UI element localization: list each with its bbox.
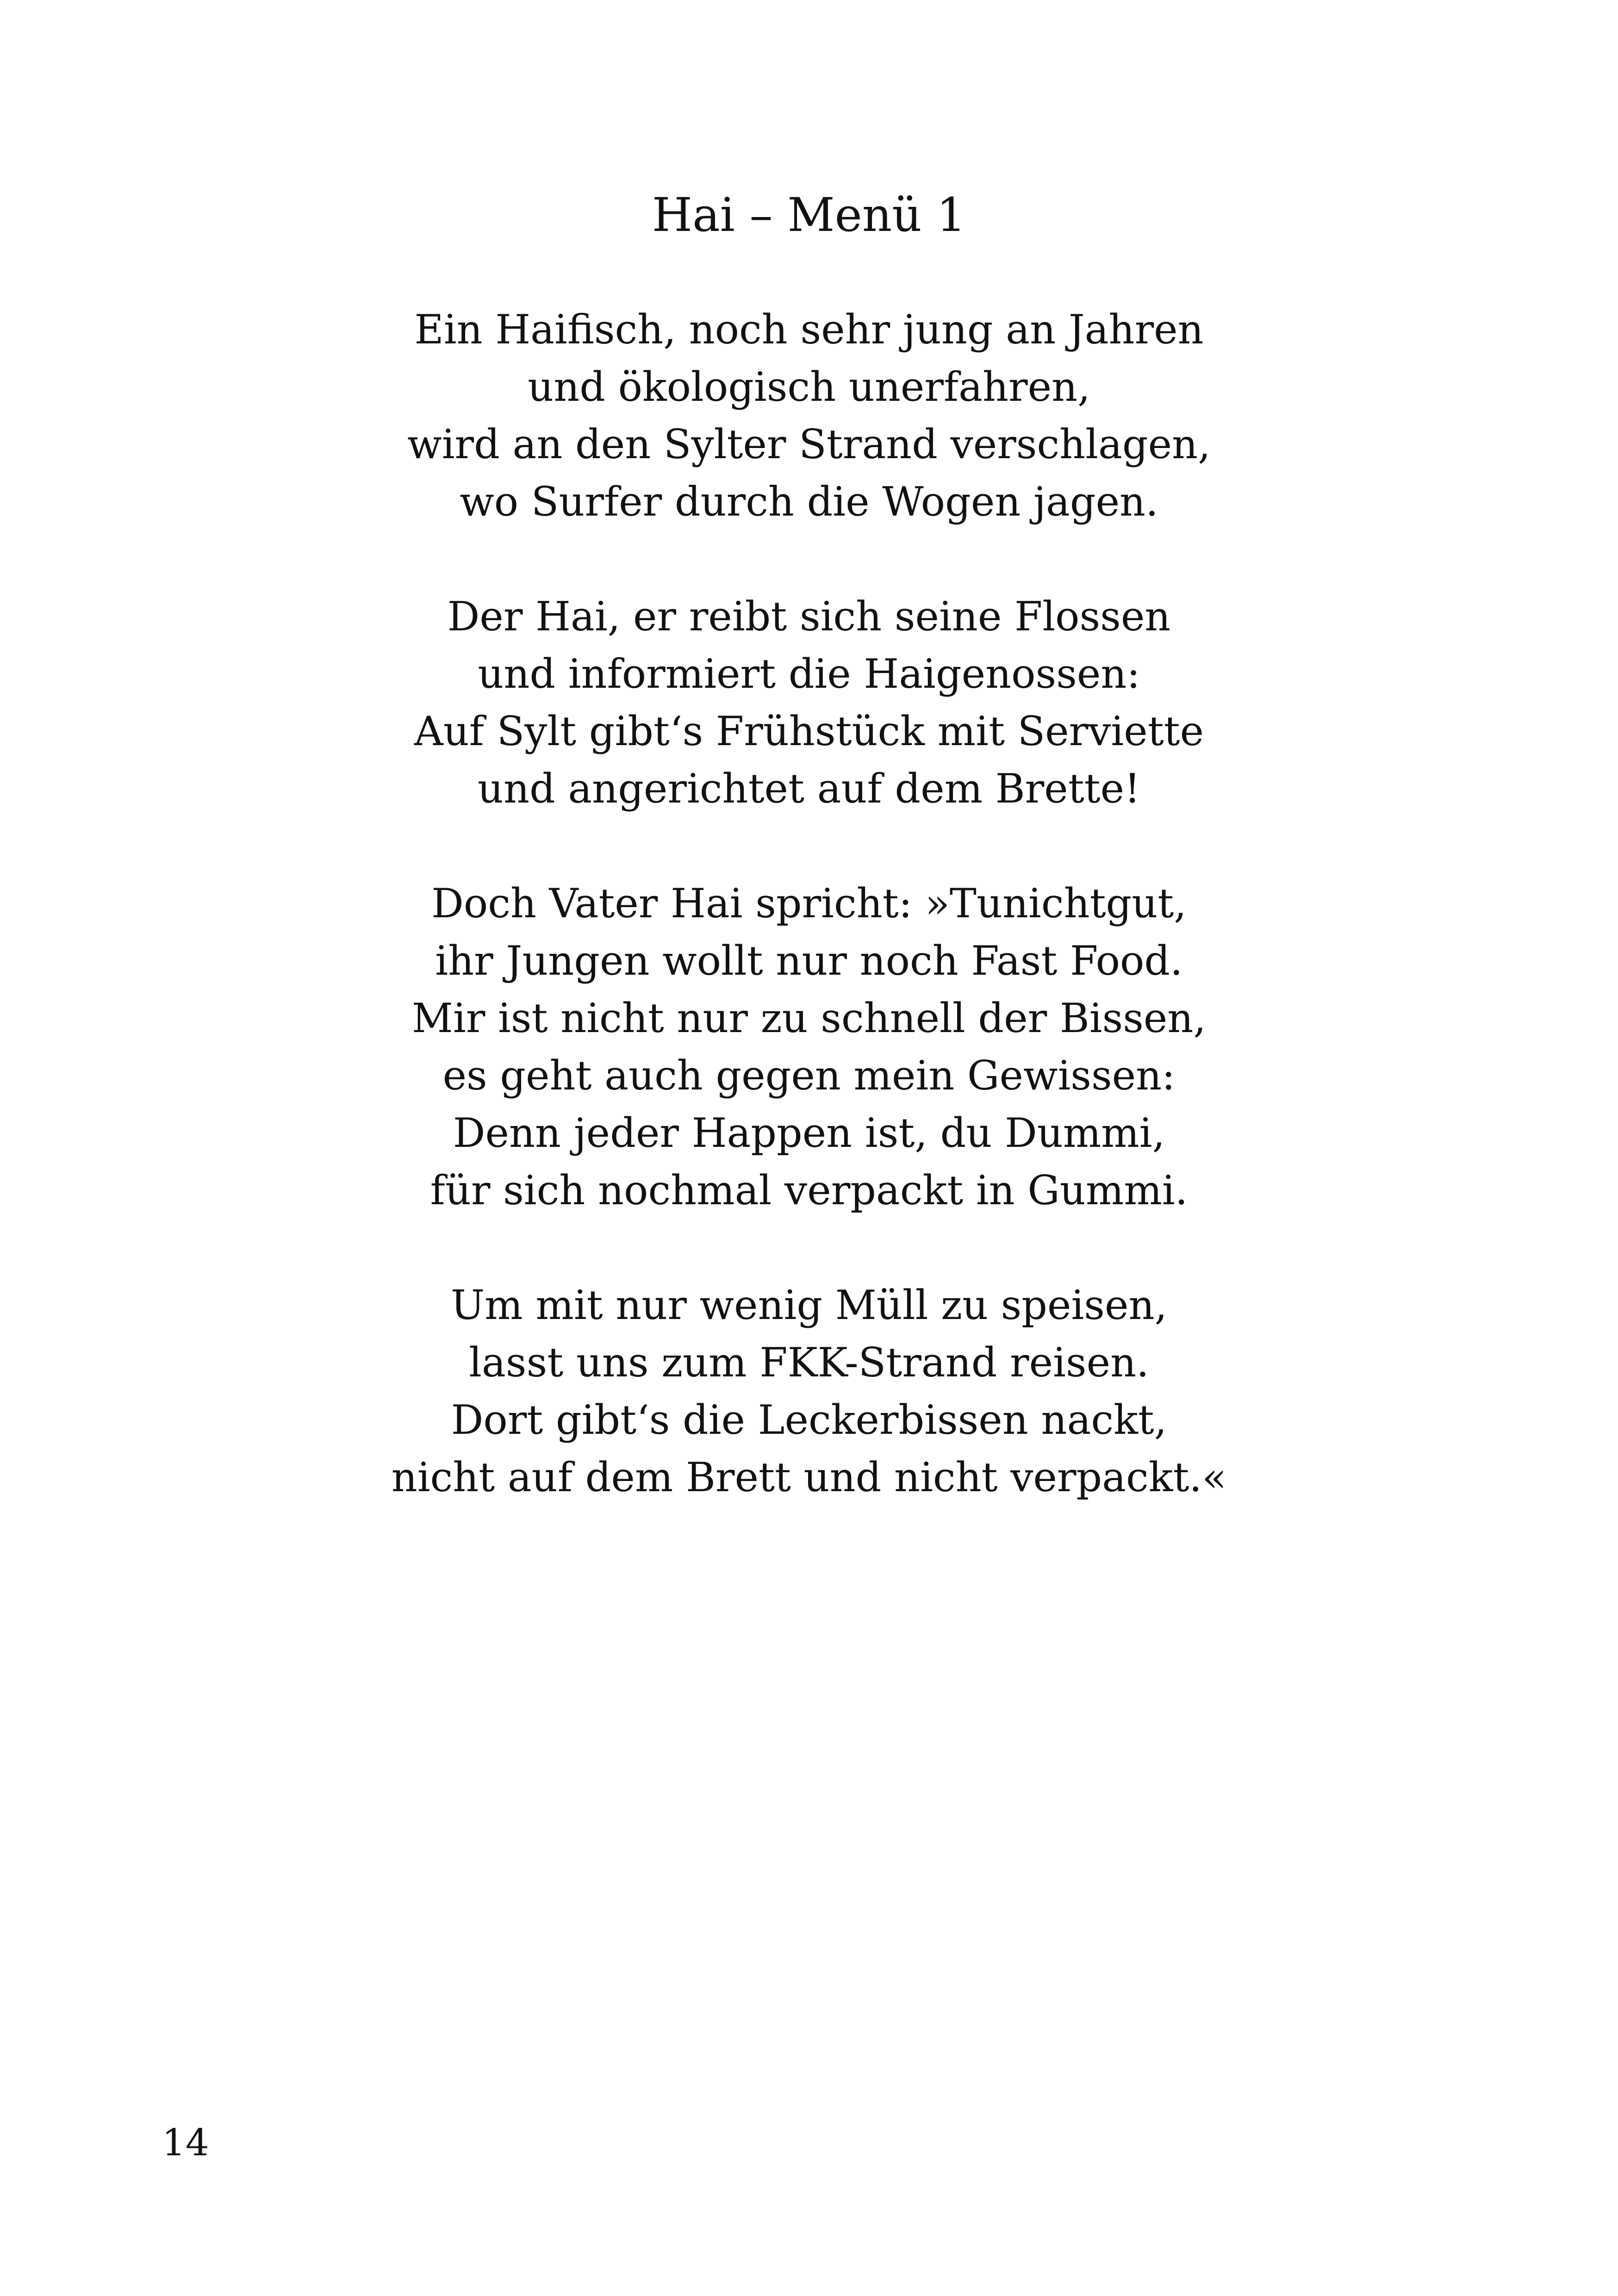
poem-line: Doch Vater Hai spricht: »Tunichtgut, bbox=[431, 880, 1187, 927]
poem-line: nicht auf dem Brett und nicht verpackt.« bbox=[391, 1454, 1227, 1501]
poem-title: Hai – Menü 1 bbox=[652, 188, 966, 242]
poem-line: und ökologisch unerfahren, bbox=[528, 363, 1090, 411]
poem-line: Denn jeder Happen ist, du Dummi, bbox=[453, 1109, 1165, 1157]
stanza-3 bbox=[0, 875, 1618, 1219]
poem-body bbox=[0, 301, 1618, 1563]
page-number: 14 bbox=[162, 2121, 209, 2164]
poem-line: wird an den Sylter Strand verschlagen, bbox=[407, 421, 1211, 468]
poem-line: Der Hai, er reibt sich seine Flossen bbox=[447, 593, 1171, 640]
poem-line: es geht auch gegen mein Gewissen: bbox=[442, 1052, 1176, 1099]
poem-line: Dort gibt‘s die Leckerbissen nackt, bbox=[451, 1396, 1167, 1444]
poem-line: Um mit nur wenig Müll zu speisen, bbox=[450, 1282, 1168, 1329]
stanza-4 bbox=[0, 1276, 1618, 1506]
poem-line: und informiert die Haigenossen: bbox=[478, 650, 1140, 697]
stanza-1 bbox=[0, 301, 1618, 530]
poem-line: ihr Jungen wollt nur noch Fast Food. bbox=[435, 937, 1183, 984]
poem-line: Auf Sylt gibt‘s Frühstück mit Serviette bbox=[414, 708, 1204, 755]
poem-line: Mir ist nicht nur zu schnell der Bissen, bbox=[411, 995, 1207, 1042]
poem-line: und angerichtet auf dem Brette! bbox=[477, 765, 1141, 812]
poem-line: lasst uns zum FKK-Strand reisen. bbox=[469, 1339, 1149, 1386]
stanza-2 bbox=[0, 588, 1618, 817]
poem-line: wo Surfer durch die Wogen jagen. bbox=[460, 478, 1158, 525]
poem-line: Ein Haifisch, noch sehr jung an Jahren bbox=[414, 306, 1204, 353]
poem-line: für sich nochmal verpackt in Gummi. bbox=[430, 1167, 1188, 1214]
